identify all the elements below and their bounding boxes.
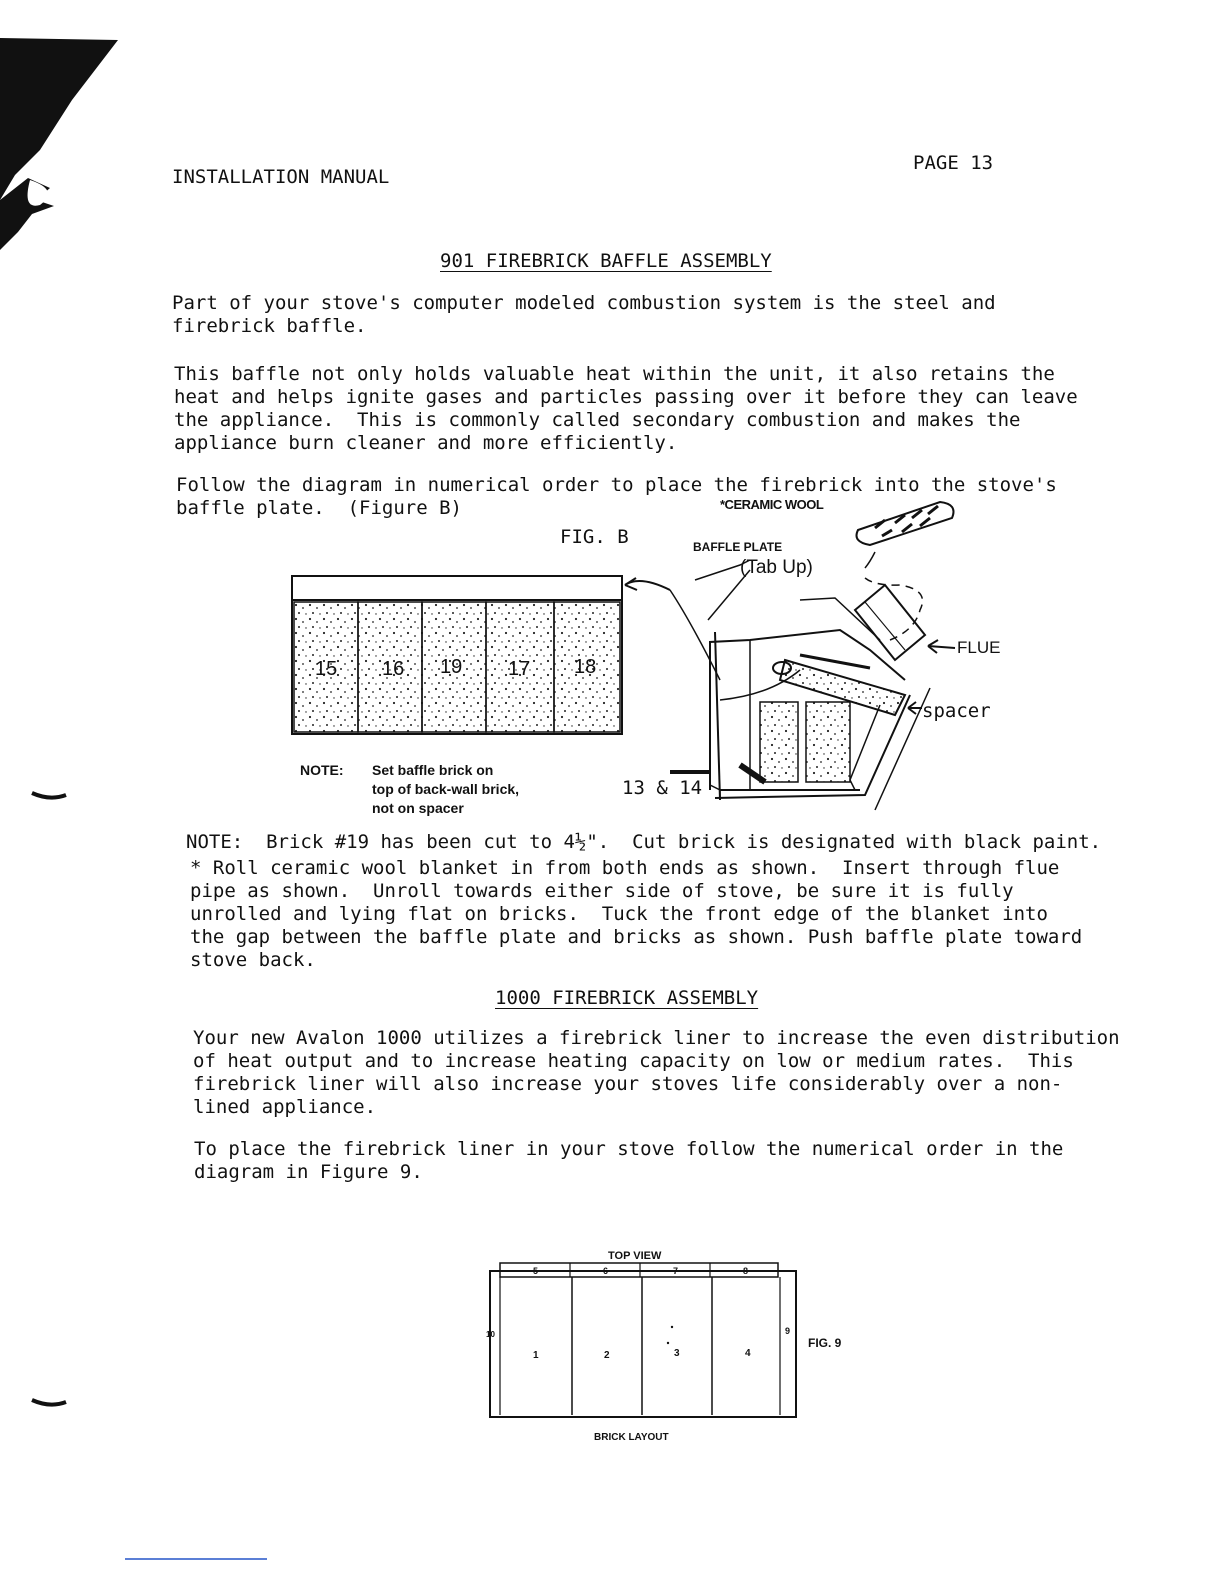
fig-9-top-brick-7: 7 [673,1266,679,1276]
header-left: INSTALLATION MANUAL [172,166,390,188]
brick-18: 18 [574,656,597,678]
section2-paragraph-2: To place the firebrick liner in your stove follow the numerical order in the diagram in Figure 9. [194,1138,1064,1183]
fig-b-label: FIG. B [560,526,629,548]
ceramic-wool-label: *CERAMIC WOOL [720,497,824,512]
section-title-1000: 1000 FIREBRICK ASSEMBLY [495,987,759,1009]
fig-9-top-view-label: TOP VIEW [608,1250,662,1262]
fig-9-brick-2: 2 [604,1350,610,1361]
fig-b-note-line-2: top of back-wall brick, [372,781,520,797]
fig-9-top-brick-5: 5 [533,1266,539,1276]
section2-paragraph-1: Your new Avalon 1000 utilizes a firebrick liner to increase the even distribution of heat output and to increase heating capacity on low or medium rates. This firebrick liner will also increase your stoves life considerably over a non- lined appliance. [193,1027,1120,1118]
tab-up-label: (Tab Up) [740,557,813,578]
fig-9-brick-3: 3 [674,1348,680,1359]
fig-9-outline [490,1271,796,1417]
section-title-901: 901 FIREBRICK BAFFLE ASSEMBLY [440,250,772,272]
flue-label: FLUE [957,638,1001,657]
fig-9-label: FIG. 9 [808,1336,842,1350]
fig-9-side-brick-9: 9 [785,1326,791,1336]
brick-16: 16 [382,658,405,680]
section1-paragraph-2: This baffle not only holds valuable heat within the unit, it also retains the heat and helps ignite gases and particles passing over it before they can leave the appliance. This is commonly called secondary combustion and makes the appliance burn cleaner and more efficiently. [174,363,1078,454]
spacer-label: spacer [922,700,991,722]
scan-mark-1 [30,785,70,805]
baffle-plate-label: BAFFLE PLATE [693,540,783,554]
section1-paragraph-1: Part of your stove's computer modeled combustion system is the steel and firebrick baffle. [172,292,996,337]
fig-9-brick-4: 4 [745,1348,751,1359]
section1-paragraph-3: Follow the diagram in numerical order to place the firebrick into the stove's baffle plate. (Figure B) [176,474,1057,519]
note-ceramic-wool: * Roll ceramic wool blanket in from both ends as shown. Insert through flue pipe as shown. Unroll towards either side of stove, be sure it is fully unrolled and lying flat on bricks. Tuck the front edge of the blanket into the gap between the baffle plate and bricks as shown. Push baffle plate toward stove back. [190,857,1083,971]
note-brick-19: NOTE: Brick #19 has been cut to 4½". Cut brick is designated with black paint. [186,831,1102,853]
fig-b-note-line-3: not on spacer [372,800,464,816]
scan-mark-2 [30,1392,70,1412]
fig-9-top-brick-6: 6 [603,1266,609,1276]
ceramic-wool-roll [857,502,954,640]
fig-b-note-label: NOTE: [300,762,344,778]
bricks-13-14-label: 13 & 14 [622,777,703,799]
fig-9-brick-layout-label: BRICK LAYOUT [594,1432,669,1443]
brick-19: 19 [440,656,463,678]
brick-15: 15 [315,658,338,680]
fig-9-top-brick-8: 8 [743,1266,749,1276]
fig-9-side-brick-10: 10 [486,1330,495,1339]
brick-17: 17 [508,658,531,680]
page-bottom-rule [125,1558,267,1560]
header-right: PAGE 13 [913,152,994,174]
fig-b-note-line-1: Set baffle brick on [372,762,494,778]
figure-9-diagram [480,1255,810,1425]
scan-artifact [0,0,140,280]
stove-side-view [670,560,930,810]
fig-9-brick-1: 1 [533,1350,539,1361]
